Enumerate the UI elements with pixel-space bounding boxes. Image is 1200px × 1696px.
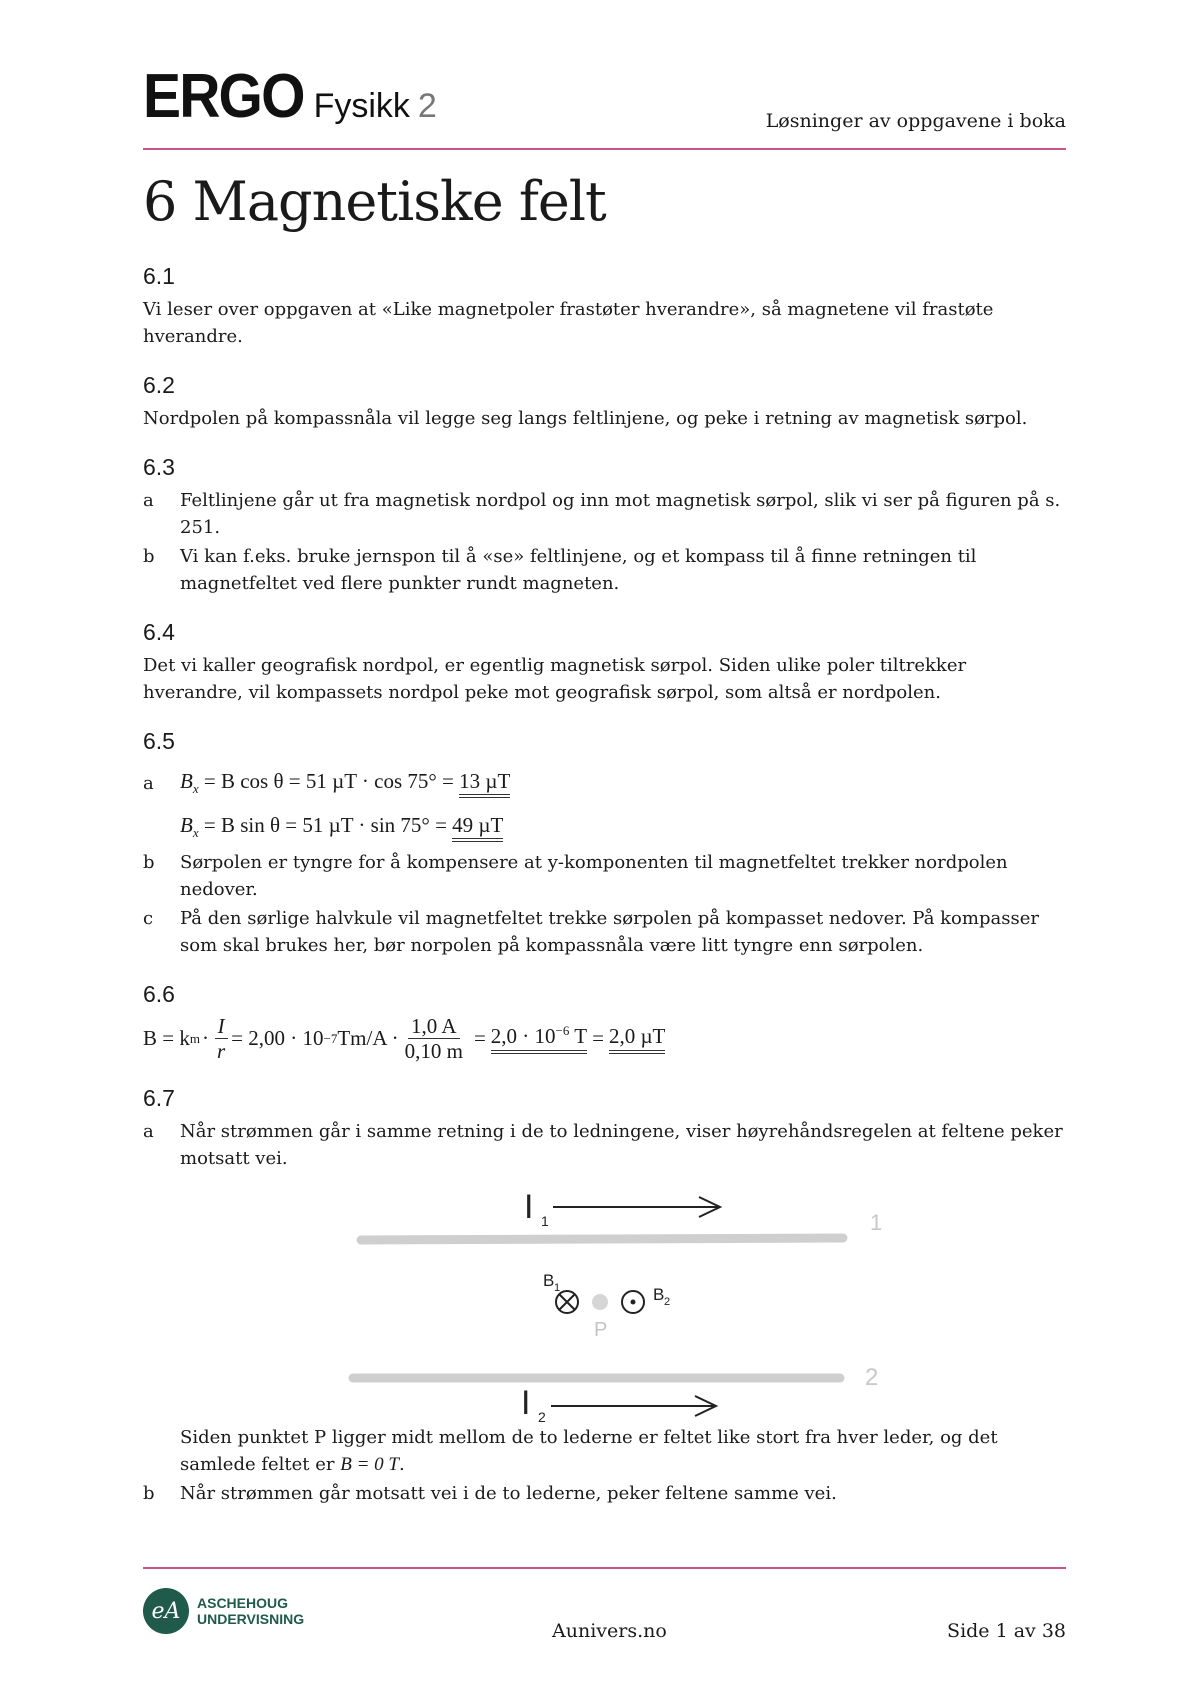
text-part: . — [398, 1454, 405, 1475]
publisher-logo — [143, 1588, 304, 1634]
equation-field-strength — [143, 1014, 1068, 1063]
item-text: Når strømmen går motsatt vei i de to lederne, peker feltene samme vei. — [180, 1483, 837, 1504]
inline-equation: B = 0 T — [340, 1454, 399, 1475]
section-text: Det vi kaller geografisk nordpol, er egentlig magnetisk sørpol. Siden ulike poler tiltrekker hverandre, vil kompassets nordpol peke mot geografisk sørpol, som altså er nordpolen. — [143, 655, 967, 703]
eq-result-2: 2,0 µT — [609, 1024, 665, 1054]
page-number: Side 1 av 38 — [947, 1620, 1066, 1642]
current-2-label: I — [521, 1384, 531, 1422]
b1-label: B — [543, 1271, 555, 1290]
item-label: a — [143, 1121, 154, 1142]
frac-denominator: 0,10 m — [404, 1039, 463, 1063]
answer-b — [143, 543, 1068, 597]
b1-sub: 1 — [554, 1282, 561, 1294]
section-6-6 — [143, 981, 1068, 1063]
item-text: Vi kan f.eks. bruke jernspon til å «se» feltlinjene, og et kompass til å finne retningen til magnetfeltet ved flere punkter rundt magneten. — [180, 546, 977, 594]
current-1-sub: 1 — [541, 1213, 549, 1229]
section-text: Nordpolen på kompassnåla vil legge seg langs feltlinjene, og peke i retning av magnetisk sørpol. — [143, 408, 1028, 429]
b2-sub: 2 — [664, 1296, 671, 1308]
frac-denominator: r — [216, 1039, 226, 1063]
fraction-i-over-r — [214, 1014, 228, 1063]
current-1-label: I — [524, 1188, 534, 1226]
wire-1-label: 1 — [870, 1210, 883, 1235]
item-label: b — [143, 1483, 155, 1504]
item-text: Feltlinjene går ut fra magnetisk nordpol og inn mot magnetisk sørpol, slik vi ser på figuren på s. 251. — [180, 490, 1061, 538]
brand-logo — [143, 62, 437, 131]
section-6-7 — [143, 1085, 1068, 1507]
publisher-name-line2: UNDERVISNING — [197, 1611, 305, 1627]
footer-website-link[interactable]: Aunivers.no — [552, 1620, 667, 1642]
text-part: Siden punktet P ligger midt mellom de to lederne er feltet like stort fra hver leder, og det samlede feltet er — [180, 1427, 998, 1475]
b2-label: B — [653, 1285, 665, 1304]
answer-b — [143, 849, 1068, 903]
wire-1 — [361, 1238, 843, 1240]
section-heading: 6.7 — [143, 1085, 175, 1111]
brand-fysikk: Fysikk — [313, 87, 410, 125]
section-text: Vi leser over oppgaven at «Like magnetpoler frastøter hverandre», så magnetene vil frastøte hverandre. — [143, 299, 994, 347]
eq-symbol: B — [180, 768, 193, 793]
answer-a — [143, 1118, 1068, 1172]
section-heading: 6.6 — [143, 981, 175, 1007]
eq-equals: = — [473, 1026, 486, 1050]
eq-result-1 — [491, 1023, 587, 1054]
eq-result-exp: −6 — [555, 1023, 570, 1038]
frac-numerator: 1,0 A — [408, 1014, 460, 1039]
section-heading: 6.5 — [143, 728, 175, 754]
item-text — [180, 1424, 1068, 1478]
point-p-marker — [592, 1294, 608, 1310]
equation-row-2 — [143, 805, 1068, 849]
publisher-name-line1: ASCHEHOUG — [197, 1595, 289, 1611]
item-text: Sørpolen er tyngre for å kompensere at y-komponenten til magnetfeltet trekker nordpolen nedover. — [180, 852, 1008, 900]
current-2-sub: 2 — [538, 1409, 546, 1424]
wire-diagram — [143, 1174, 1068, 1424]
eq-lhs: B = k — [143, 1026, 190, 1050]
eq-dot: · — [201, 1026, 209, 1050]
eq-mid2: Tm/A · — [337, 1026, 399, 1050]
answer-c — [143, 905, 1068, 959]
publisher-name — [197, 1595, 304, 1627]
brand-ergo: ERGO — [143, 62, 304, 131]
eq-equals: = — [592, 1026, 604, 1050]
footer-divider — [143, 1567, 1066, 1569]
wire-2-label: 2 — [865, 1364, 879, 1391]
eq-body: = B sin θ = 51 µT · sin 75° = — [198, 812, 453, 837]
main-content — [143, 170, 1068, 1509]
eq-result: 13 µT — [459, 769, 510, 798]
item-spacer — [143, 1424, 180, 1478]
wire-field-figure — [143, 1174, 1068, 1424]
brand-number: 2 — [417, 87, 437, 125]
point-p-label: P — [594, 1319, 608, 1341]
eq-symbol: B — [180, 812, 193, 837]
eq-mid: = 2,00 · 10 — [231, 1026, 324, 1050]
section-6-5 — [143, 728, 1068, 959]
item-label: a — [143, 772, 154, 794]
publisher-logo-icon: eA — [143, 1588, 189, 1634]
answer-a-conclusion — [143, 1424, 1068, 1478]
section-6-2 — [143, 372, 1068, 432]
answer-b — [143, 1480, 1068, 1507]
fraction-current-over-distance — [402, 1014, 466, 1063]
eq-subscript: x — [192, 781, 199, 797]
item-label: b — [143, 852, 155, 873]
section-heading: 6.2 — [143, 372, 175, 398]
section-heading: 6.3 — [143, 454, 175, 480]
item-label: b — [143, 546, 155, 567]
eq-subscript: x — [192, 825, 199, 841]
section-6-3 — [143, 454, 1068, 597]
section-heading: 6.4 — [143, 619, 175, 645]
eq-result-value: 2,0 · 10 — [490, 1024, 556, 1048]
frac-numerator: I — [215, 1014, 228, 1039]
item-label: c — [143, 908, 154, 929]
item-text: Når strømmen går i samme retning i de to ledningene, viser høyrehåndsregelen at feltene peker motsatt vei. — [180, 1121, 1063, 1169]
header-subtitle: Løsninger av oppgavene i boka — [765, 110, 1066, 132]
item-label: a — [143, 490, 154, 511]
eq-exp: −7 — [323, 1030, 338, 1046]
section-6-1 — [143, 263, 1068, 350]
eq-result: 49 µT — [452, 813, 503, 842]
answer-a — [143, 487, 1068, 541]
chapter-title: 6 Magnetiske felt — [143, 170, 606, 233]
field-out-of-page-dot — [631, 1300, 636, 1305]
equation-bx-cos — [180, 769, 510, 797]
section-heading: 6.1 — [143, 263, 175, 289]
item-text: På den sørlige halvkule vil magnetfeltet trekke sørpolen på kompasset nedover. På kompasser som skal brukes her, bør norpolen på kompassnåla være litt tyngre enn sørpolen. — [180, 908, 1039, 956]
eq-result-unit: T — [569, 1024, 588, 1048]
eq-body: = B cos θ = 51 µT · cos 75° = — [198, 768, 460, 793]
equation-bx-sin — [180, 813, 503, 841]
eq-lhs-sub: m — [189, 1030, 200, 1046]
section-6-4 — [143, 619, 1068, 706]
header-divider — [143, 148, 1066, 150]
equation-row-1 — [143, 761, 1068, 805]
